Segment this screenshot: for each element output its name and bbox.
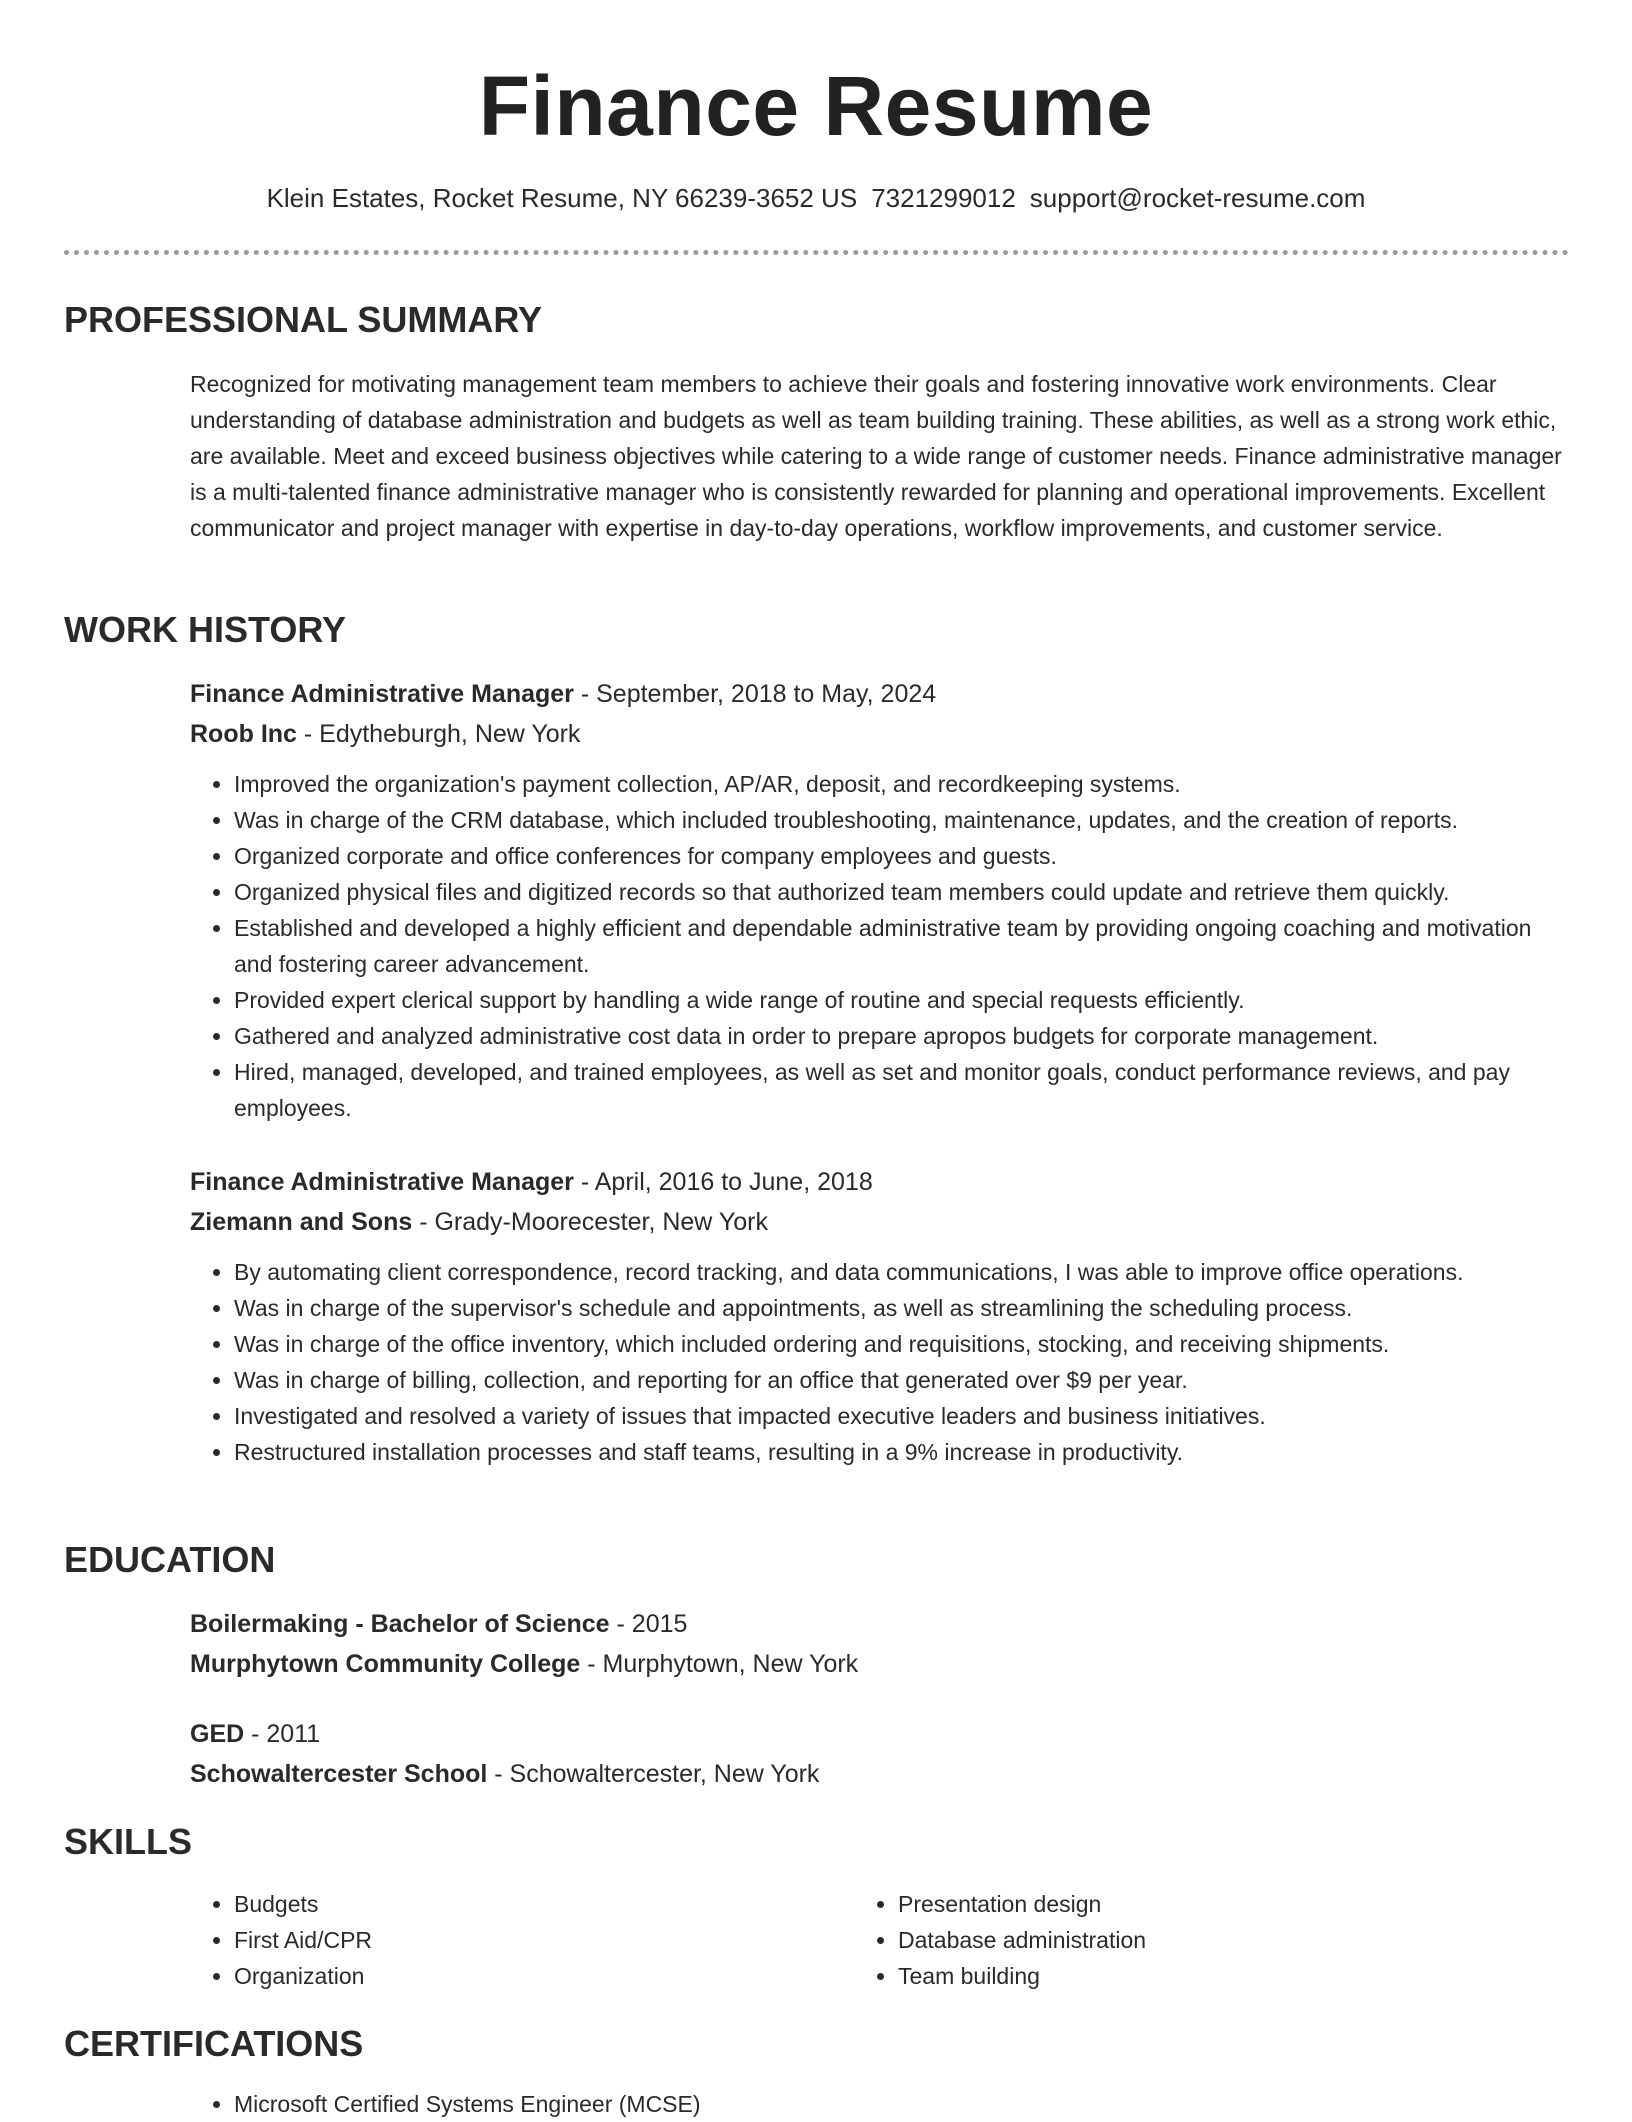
skills-column-right	[854, 1886, 1518, 1994]
company-location: - Edytheburgh, New York	[296, 720, 581, 748]
degree-line	[190, 1604, 1570, 1644]
list-item: • By automating client correspondence, record tracking, and data communications, I was able to improve office operations.	[234, 1254, 1570, 1290]
section-title-summary: PROFESSIONAL SUMMARY	[64, 299, 543, 340]
school-name: Murphytown Community College	[190, 1650, 581, 1678]
section-title-work-history: WORK HISTORY	[64, 609, 347, 650]
list-item: • Organized physical files and digitized records so that authorized team members could update and retrieve them quickly.	[234, 874, 1570, 910]
skill-item: • Presentation design	[898, 1886, 1518, 1922]
certification-item: • Microsoft Certified Systems Engineer (MCSE)	[234, 2086, 1570, 2122]
job-bullets	[190, 1254, 1570, 1470]
skills-column-left	[190, 1886, 854, 1994]
company-location: - Grady-Moorecester, New York	[412, 1208, 768, 1236]
job-title: Finance Administrative Manager	[190, 1168, 574, 1196]
education-entry-1	[190, 1604, 1570, 1684]
school-location: - Murphytown, New York	[580, 1650, 859, 1678]
company-line	[190, 714, 1570, 754]
header-divider	[64, 250, 1569, 255]
contact-address: Klein Estates, Rocket Resume, NY 66239-3652 US	[266, 183, 858, 213]
education-entry-2	[190, 1714, 1570, 1794]
resume-name: Finance Resume	[478, 59, 1154, 153]
list-item: • Restructured installation processes and staff teams, resulting in a 9% increase in productivity.	[234, 1434, 1570, 1470]
skill-item: • Organization	[234, 1958, 854, 1994]
list-item: • Was in charge of the office inventory, which included ordering and requisitions, stocking, and receiving shipments.	[234, 1326, 1570, 1362]
skills-list	[190, 1886, 1570, 1994]
degree-line	[190, 1714, 1570, 1754]
list-item: • Organized corporate and office conferences for company employees and guests.	[234, 838, 1570, 874]
list-item: • Gathered and analyzed administrative cost data in order to prepare apropos budgets for corporate management.	[234, 1018, 1570, 1054]
job-title: Finance Administrative Manager	[190, 680, 574, 708]
job-bullets	[190, 766, 1570, 1126]
job-dates: - September, 2018 to May, 2024	[573, 680, 937, 708]
job-dates: - April, 2016 to June, 2018	[573, 1168, 873, 1196]
company-line	[190, 1202, 1570, 1242]
list-item: • Established and developed a highly efficient and dependable administrative team by providing ongoing coaching and motivation and fostering career advancement.	[234, 910, 1570, 982]
skill-item: • Budgets	[234, 1886, 854, 1922]
job-title-line	[190, 674, 1570, 714]
skill-item: • Team building	[898, 1958, 1518, 1994]
list-item: • Investigated and resolved a variety of issues that impacted executive leaders and business initiatives.	[234, 1398, 1570, 1434]
company-name: Roob Inc	[190, 720, 297, 748]
section-title-education: EDUCATION	[64, 1539, 276, 1580]
list-item: • Improved the organization's payment collection, AP/AR, deposit, and recordkeeping systems.	[234, 766, 1570, 802]
list-item: • Was in charge of the CRM database, which included troubleshooting, maintenance, updates, and the creation of reports.	[234, 802, 1570, 838]
summary-text: Recognized for motivating management team members to achieve their goals and fostering innovative work environments. Clear understanding of database administration and budgets as well as team building training. These abilities, as well as a strong work ethic, are available. Meet and exceed business objectives while catering to a wide range of customer needs. Finance administrative manager is a multi-talented finance administrative manager who is consistently rewarded for planning and operational improvements. Excellent communicator and project manager with expertise in day-to-day operations, workflow improvements, and customer service.	[190, 371, 1562, 541]
school-location: - Schowaltercester, New York	[487, 1760, 820, 1788]
work-entry-1	[190, 674, 1570, 1126]
skill-item: • First Aid/CPR	[234, 1922, 854, 1958]
section-title-certifications: CERTIFICATIONS	[64, 2023, 364, 2064]
school-name: Schowaltercester School	[190, 1760, 488, 1788]
job-title-line	[190, 1162, 1570, 1202]
company-name: Ziemann and Sons	[190, 1208, 413, 1236]
skill-item: • Database administration	[898, 1922, 1518, 1958]
school-line	[190, 1644, 1570, 1684]
degree: GED	[190, 1720, 245, 1748]
contact-phone: 7321299012	[871, 183, 1016, 213]
degree-year: - 2015	[609, 1610, 688, 1638]
list-item: • Was in charge of the supervisor's schedule and appointments, as well as streamlining the scheduling process.	[234, 1290, 1570, 1326]
certifications-list	[190, 2086, 1570, 2122]
degree-year: - 2011	[244, 1720, 321, 1748]
work-entry-2	[190, 1162, 1570, 1470]
list-item: • Provided expert clerical support by handling a wide range of routine and special requests efficiently.	[234, 982, 1570, 1018]
list-item: • Was in charge of billing, collection, and reporting for an office that generated over $9 per year.	[234, 1362, 1570, 1398]
contact-email: support@rocket-resume.com	[1029, 183, 1366, 213]
school-line	[190, 1754, 1570, 1794]
degree: Boilermaking - Bachelor of Science	[190, 1610, 610, 1638]
list-item: • Hired, managed, developed, and trained employees, as well as set and monitor goals, conduct performance reviews, and pay employees.	[234, 1054, 1570, 1126]
contact-line	[0, 180, 1632, 216]
section-title-skills: SKILLS	[64, 1821, 193, 1862]
